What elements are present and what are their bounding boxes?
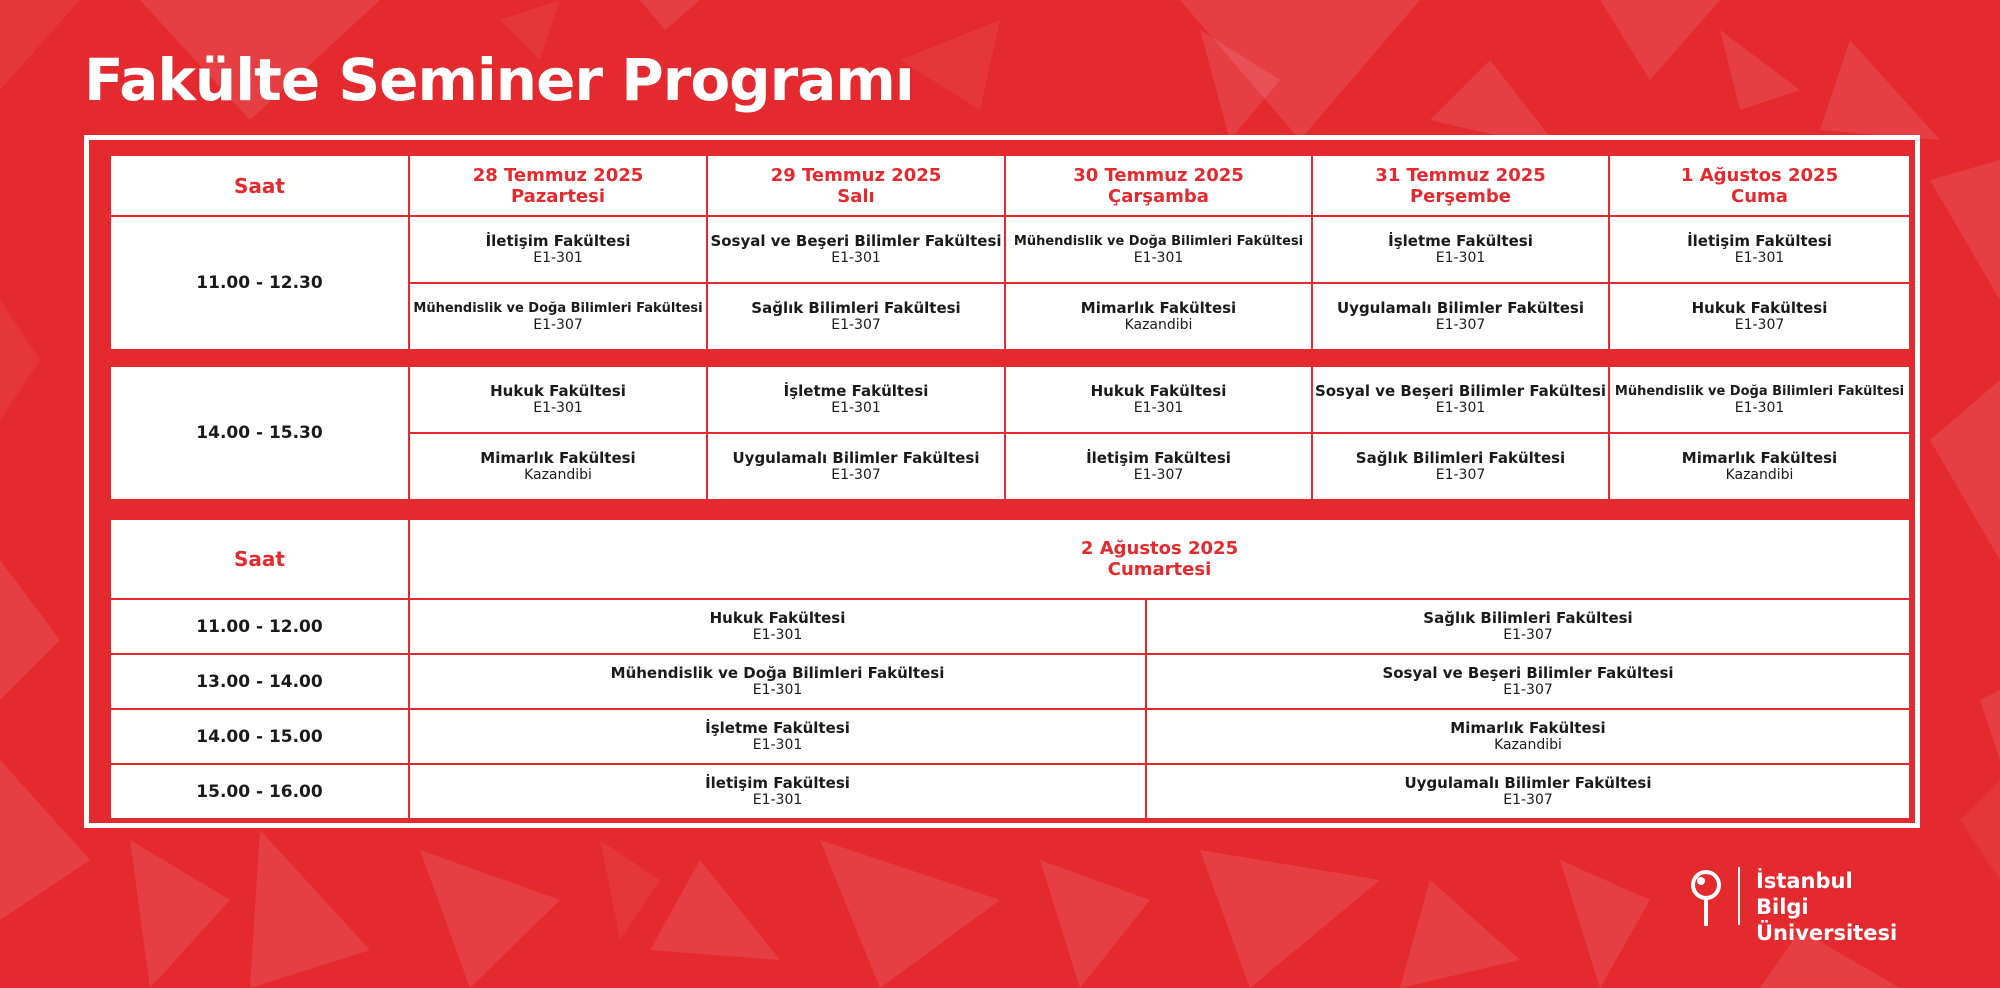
session-row xyxy=(110,764,1910,819)
session-cell: Hukuk Fakültesi E1-301 xyxy=(1005,366,1312,433)
session-cell: Mühendislik ve Doğa Bilimleri Fakültesi E1-301 xyxy=(1005,216,1312,283)
session-cell: Mühendislik ve Doğa Bilimleri Fakültesi E1-307 xyxy=(409,283,707,350)
saat-header: Saat xyxy=(110,519,409,599)
time-slot: 14.00 - 15.00 xyxy=(110,709,409,764)
session-cell: İletişim Fakültesi E1-307 xyxy=(1005,433,1312,500)
session-cell: Uygulamalı Bilimler Fakültesi E1-307 xyxy=(707,433,1005,500)
day-header: 28 Temmuz 2025 Pazartesi xyxy=(409,155,707,216)
session-cell: Mimarlık Fakültesi Kazandibi xyxy=(1146,709,1910,764)
session-cell: Hukuk Fakültesi E1-301 xyxy=(409,599,1146,654)
session-cell: İletişim Fakültesi E1-301 xyxy=(409,216,707,283)
time-slot: 11.00 - 12.00 xyxy=(110,599,409,654)
time-slot: 13.00 - 14.00 xyxy=(110,654,409,709)
university-logo xyxy=(1686,864,1946,945)
logo-wordmark: İstanbul Bilgi Üniversitesi xyxy=(1756,869,1898,945)
session-cell: Sağlık Bilimleri Fakültesi E1-307 xyxy=(707,283,1005,350)
session-row xyxy=(110,599,1910,654)
weekly-schedule-afternoon xyxy=(109,365,1911,501)
page-title: Fakülte Seminer Programı xyxy=(84,46,914,114)
session-cell: İşletme Fakültesi E1-301 xyxy=(707,366,1005,433)
session-cell: Uygulamalı Bilimler Fakültesi E1-307 xyxy=(1312,283,1609,350)
session-cell: Mimarlık Fakültesi Kazandibi xyxy=(1609,433,1910,500)
session-cell: Mühendislik ve Doğa Bilimleri Fakültesi E1-301 xyxy=(409,654,1146,709)
session-row xyxy=(110,654,1910,709)
session-cell: Sosyal ve Beşeri Bilimler Fakültesi E1-301 xyxy=(707,216,1005,283)
session-cell: Mimarlık Fakültesi Kazandibi xyxy=(409,433,707,500)
session-cell: Sosyal ve Beşeri Bilimler Fakültesi E1-307 xyxy=(1146,654,1910,709)
session-row xyxy=(110,366,1910,433)
saturday-schedule xyxy=(109,518,1911,820)
session-cell: Uygulamalı Bilimler Fakültesi E1-307 xyxy=(1146,764,1910,819)
session-cell: Hukuk Fakültesi E1-307 xyxy=(1609,283,1910,350)
day-header: 1 Ağustos 2025 Cuma xyxy=(1609,155,1910,216)
session-row xyxy=(110,709,1910,764)
weekly-schedule-morning xyxy=(109,154,1911,351)
session-cell: İletişim Fakültesi E1-301 xyxy=(1609,216,1910,283)
session-row xyxy=(110,216,1910,283)
session-cell: Hukuk Fakültesi E1-301 xyxy=(409,366,707,433)
day-header: 31 Temmuz 2025 Perşembe xyxy=(1312,155,1609,216)
saat-header: Saat xyxy=(110,155,409,216)
schedule-frame xyxy=(84,135,1920,828)
day-header: 29 Temmuz 2025 Salı xyxy=(707,155,1005,216)
session-cell: İşletme Fakültesi E1-301 xyxy=(409,709,1146,764)
session-cell: Mühendislik ve Doğa Bilimleri Fakültesi E1-301 xyxy=(1609,366,1910,433)
header-row xyxy=(110,155,1910,216)
pin-logo-icon xyxy=(1688,864,1728,928)
day-header: 30 Temmuz 2025 Çarşamba xyxy=(1005,155,1312,216)
day-header: 2 Ağustos 2025 Cumartesi xyxy=(409,519,1910,599)
session-cell: Sağlık Bilimleri Fakültesi E1-307 xyxy=(1146,599,1910,654)
time-slot: 11.00 - 12.30 xyxy=(110,216,409,350)
session-cell: İletişim Fakültesi E1-301 xyxy=(409,764,1146,819)
time-slot: 14.00 - 15.30 xyxy=(110,366,409,500)
session-cell: Sağlık Bilimleri Fakültesi E1-307 xyxy=(1312,433,1609,500)
session-cell: İşletme Fakültesi E1-301 xyxy=(1312,216,1609,283)
time-slot: 15.00 - 16.00 xyxy=(110,764,409,819)
logo-divider xyxy=(1738,867,1740,925)
session-cell: Mimarlık Fakültesi Kazandibi xyxy=(1005,283,1312,350)
header-row xyxy=(110,519,1910,599)
session-cell: Sosyal ve Beşeri Bilimler Fakültesi E1-301 xyxy=(1312,366,1609,433)
